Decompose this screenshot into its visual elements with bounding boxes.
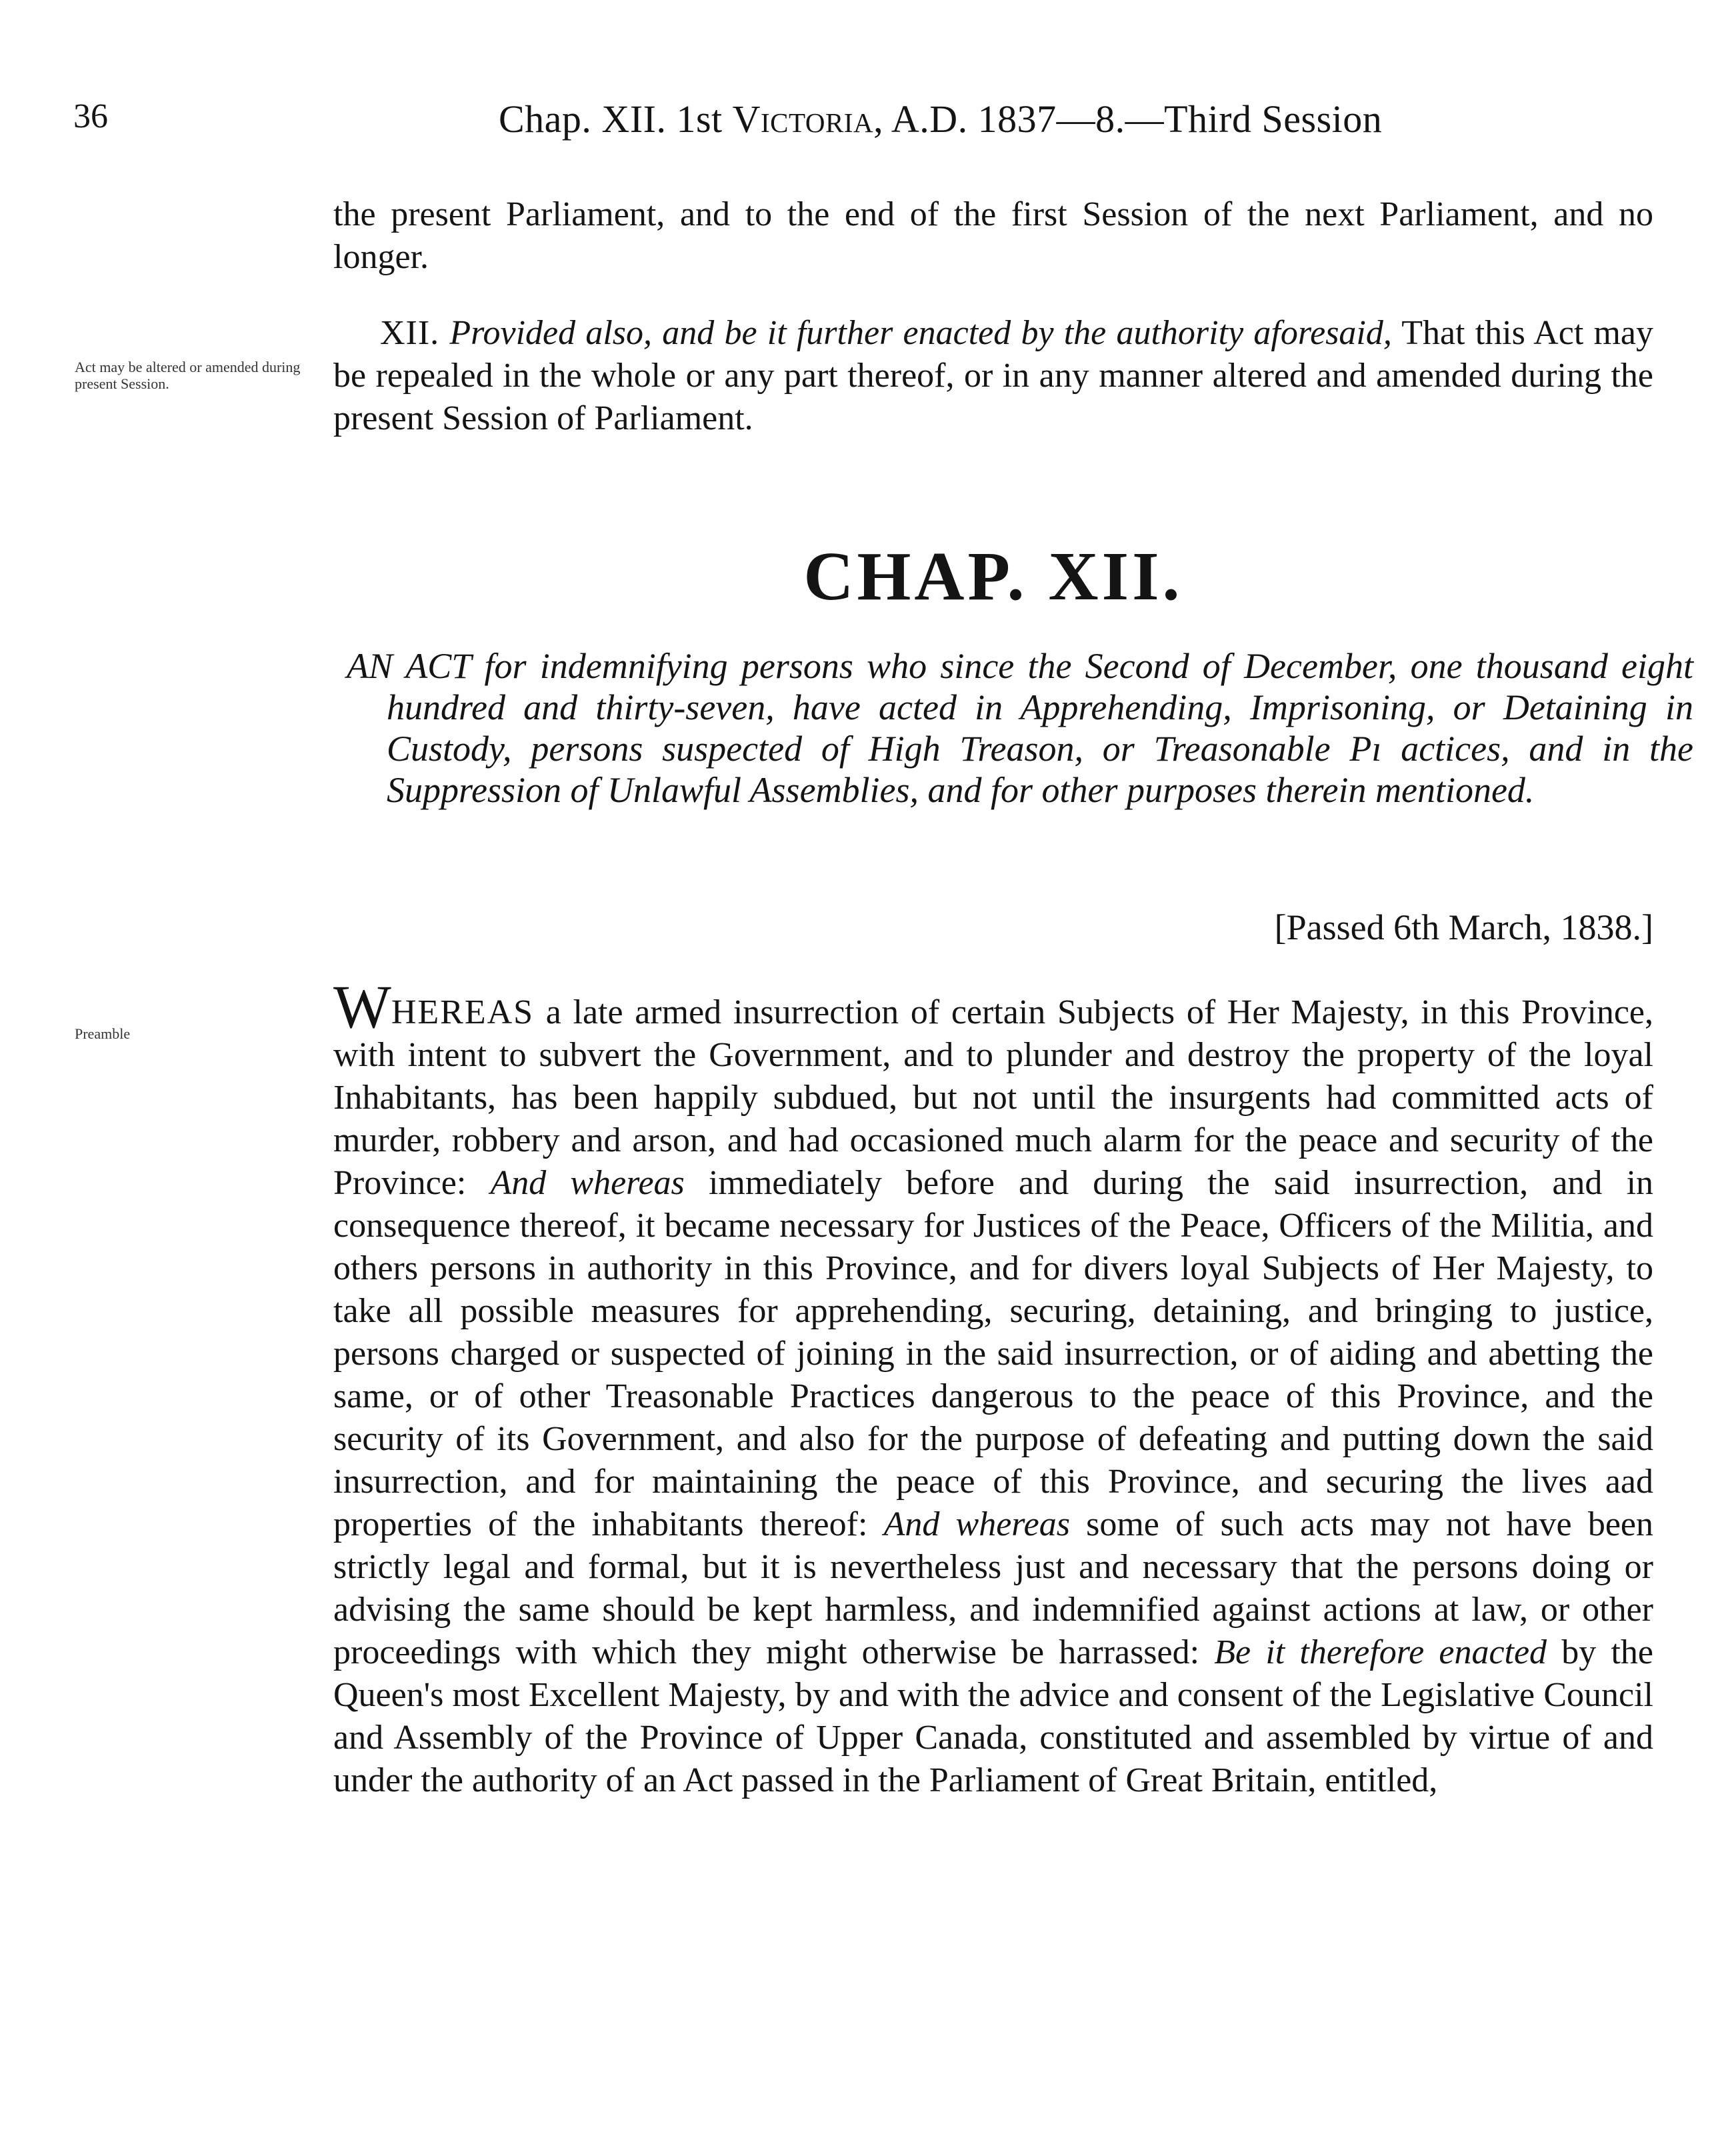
margin-note-amendment: Act may be altered or amended during present Session. — [75, 359, 301, 392]
preamble-text-3: some of such acts may not have been strictly legal and formal, but it is nevertheless just and necessary that the persons doing or advising the same should be kept harmless, and indemnified against actions at law, or other proceedings with which they might otherwise be harrassed: — [333, 1505, 1653, 1671]
running-head — [499, 97, 1382, 141]
act-title: AN ACT for indemnifying persons who since the Second of December, one thousand eight hundred and thirty-seven, have acted in Apprehending, Imprisoning, or Detaining in Custody, persons suspected of High Treason, or Treasonable Pı actices, and in the Suppression of Unlawful Assemblies, and for other purposes therein mentioned. — [347, 646, 1693, 810]
preamble-italic-2: And whereas — [883, 1505, 1070, 1543]
section-body: That this Act may be repealed in the whole or any part thereof, or in any manner altered and amended during the present Session of Parliament. — [333, 314, 1654, 437]
passed-date: [Passed 6th March, 1838.] — [1274, 907, 1653, 947]
page-number: 36 — [73, 97, 108, 135]
chapter-heading: CHAP. XII. — [803, 538, 1183, 615]
section-enacting-clause: Provided also, and be it further enacted by the authority aforesaid, — [449, 314, 1392, 352]
dropcap-letter: W — [333, 973, 391, 1041]
preamble-text-2: immediately before and during the said insurrection, and in consequence thereof, it became necessary for Justices of the Peace, Officers of the Militia, and others persons in authority in this Province, and for divers loyal Subjects of Her Majesty, to take all possible measures for apprehending, securing, detaining, and bringing to justice, persons charged or suspected of joining in the said insurrection, or of aiding and abetting the same, or of other Treasonable Practices dangerous to the peace of this Province, and the security of its Government, and also for the purpose of defeating and putting down the said insurrection, and for maintaining the peace of this Province, and securing the lives aad properties of the inhabitants thereof: — [333, 1164, 1654, 1543]
preamble-paragraph — [333, 973, 1654, 1802]
section-number: XII. — [380, 314, 440, 352]
running-head-chapter: Chap. XII. 1st — [499, 97, 733, 141]
continuation-paragraph: the present Parliament, and to the end of the first Session of the next Parliament, and no longer. — [333, 195, 1653, 276]
preamble-text-1: a late armed insurrection of certain Subjects of Her Majesty, in this Province, with intent to subvert the Government, and to plunder and destroy the property of the loyal Inhabitants, has been happily subdued, but not until the insurgents had committed acts of murder, robbery and arson, and had occasioned much alarm for the peace and security of the Province: — [333, 993, 1653, 1202]
preamble-italic-1: And whereas — [490, 1164, 685, 1202]
running-head-session: , A.D. 1837—8.—Third Session — [873, 97, 1383, 141]
running-head-victoria: Victoria — [732, 97, 874, 141]
margin-note-preamble: Preamble — [75, 1025, 131, 1042]
section-xii-paragraph — [333, 312, 1653, 440]
preamble-text-4: by the Queen's most Excellent Majesty, by and with the advice and consent of the Legislative Council and Assembly of the Province of Upper Canada, constituted and assembled by virtue of and under the authority of an Act passed in the Parliament of Great Britain, entitled, — [333, 1633, 1653, 1799]
preamble-italic-3: Be it therefore enacted — [1214, 1633, 1547, 1671]
preamble-opening-caps: HEREAS — [391, 993, 535, 1031]
